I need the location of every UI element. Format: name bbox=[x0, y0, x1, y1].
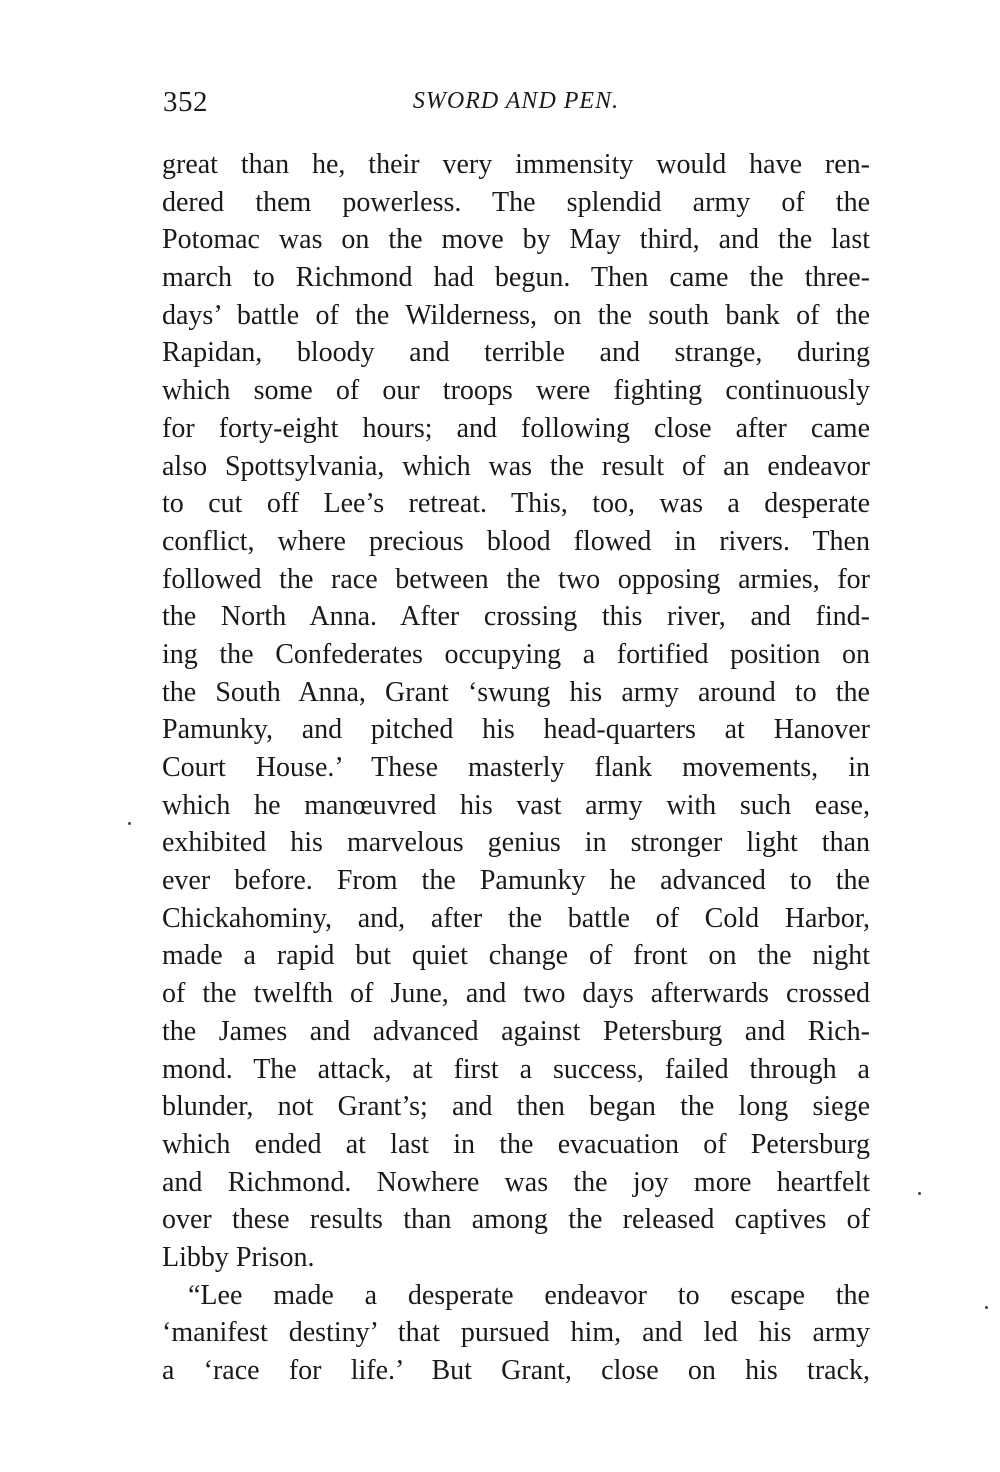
text-line: great than he, their very immensity would have ren- bbox=[162, 149, 870, 180]
text-line: Court House.’ These masterly flank movements, in bbox=[162, 752, 870, 783]
text-line: ever before. From the Pamunky he advanced to the bbox=[162, 865, 870, 897]
text-line: to cut off Lee’s retreat. This, too, was a desperate bbox=[162, 488, 870, 520]
text-line: dered them powerless. The splendid army of the bbox=[162, 186, 870, 218]
text-line: Potomac was on the move by May third, and the last bbox=[162, 224, 870, 256]
print-speck bbox=[128, 822, 131, 825]
text-line: Chickahominy, and, after the battle of Cold Harbor, bbox=[162, 902, 870, 934]
text-line: exhibited his marvelous genius in stronger light than bbox=[162, 827, 870, 859]
running-head: SWORD AND PEN. bbox=[412, 88, 620, 114]
text-line: mond. The attack, at first a success, failed through a bbox=[162, 1053, 870, 1085]
text-line: also Spottsylvania, which was the result of an endeavor bbox=[162, 450, 870, 482]
text-line: conflict, where precious blood flowed in rivers. Then bbox=[162, 525, 870, 557]
text-line: which some of our troops were fighting continuously bbox=[162, 375, 870, 407]
text-line: Rapidan, bloody and terrible and strange, during bbox=[162, 337, 870, 369]
text-line: ing the Confederates occupying a fortified position on bbox=[162, 638, 870, 670]
text-line: blunder, not Grant’s; and then began the long siege bbox=[162, 1091, 870, 1123]
text-line: made a rapid but quiet change of front on the night bbox=[162, 940, 870, 972]
text-line: over these results than among the released captives of bbox=[162, 1204, 870, 1236]
page-number: 352 bbox=[163, 86, 208, 118]
page-header bbox=[163, 86, 869, 126]
text-line: days’ battle of the Wilderness, on the south bank of the bbox=[162, 299, 870, 331]
text-line: Pamunky, and pitched his head-quarters at Hanover bbox=[162, 714, 870, 746]
text-line: which ended at last in the evacuation of Petersburg bbox=[162, 1128, 870, 1160]
print-speck bbox=[985, 1306, 988, 1309]
text-line: of the twelfth of June, and two days afterwards crossed bbox=[162, 978, 870, 1010]
text-line: which he manœuvred his vast army with such ease, bbox=[162, 789, 870, 821]
text-line: followed the race between the two opposing armies, for bbox=[162, 563, 870, 595]
text-line: Libby Prison. bbox=[162, 1241, 315, 1273]
text-line: the James and advanced against Petersburg and Rich- bbox=[162, 1015, 870, 1047]
text-line: a ‘race for life.’ But Grant, close on his track, bbox=[162, 1355, 870, 1386]
text-line: and Richmond. Nowhere was the joy more heartfelt bbox=[162, 1166, 870, 1198]
text-line: the North Anna. After crossing this river, and find- bbox=[162, 601, 870, 633]
text-line: “Lee made a desperate endeavor to escape the bbox=[188, 1279, 870, 1311]
text-line: the South Anna, Grant ‘swung his army around to the bbox=[162, 676, 870, 708]
text-line: ‘manifest destiny’ that pursued him, and led his army bbox=[162, 1317, 870, 1349]
body-text bbox=[162, 146, 870, 1390]
text-line: for forty-eight hours; and following close after came bbox=[162, 412, 870, 444]
print-speck bbox=[918, 1192, 921, 1195]
text-line: march to Richmond had begun. Then came the three- bbox=[162, 262, 870, 294]
